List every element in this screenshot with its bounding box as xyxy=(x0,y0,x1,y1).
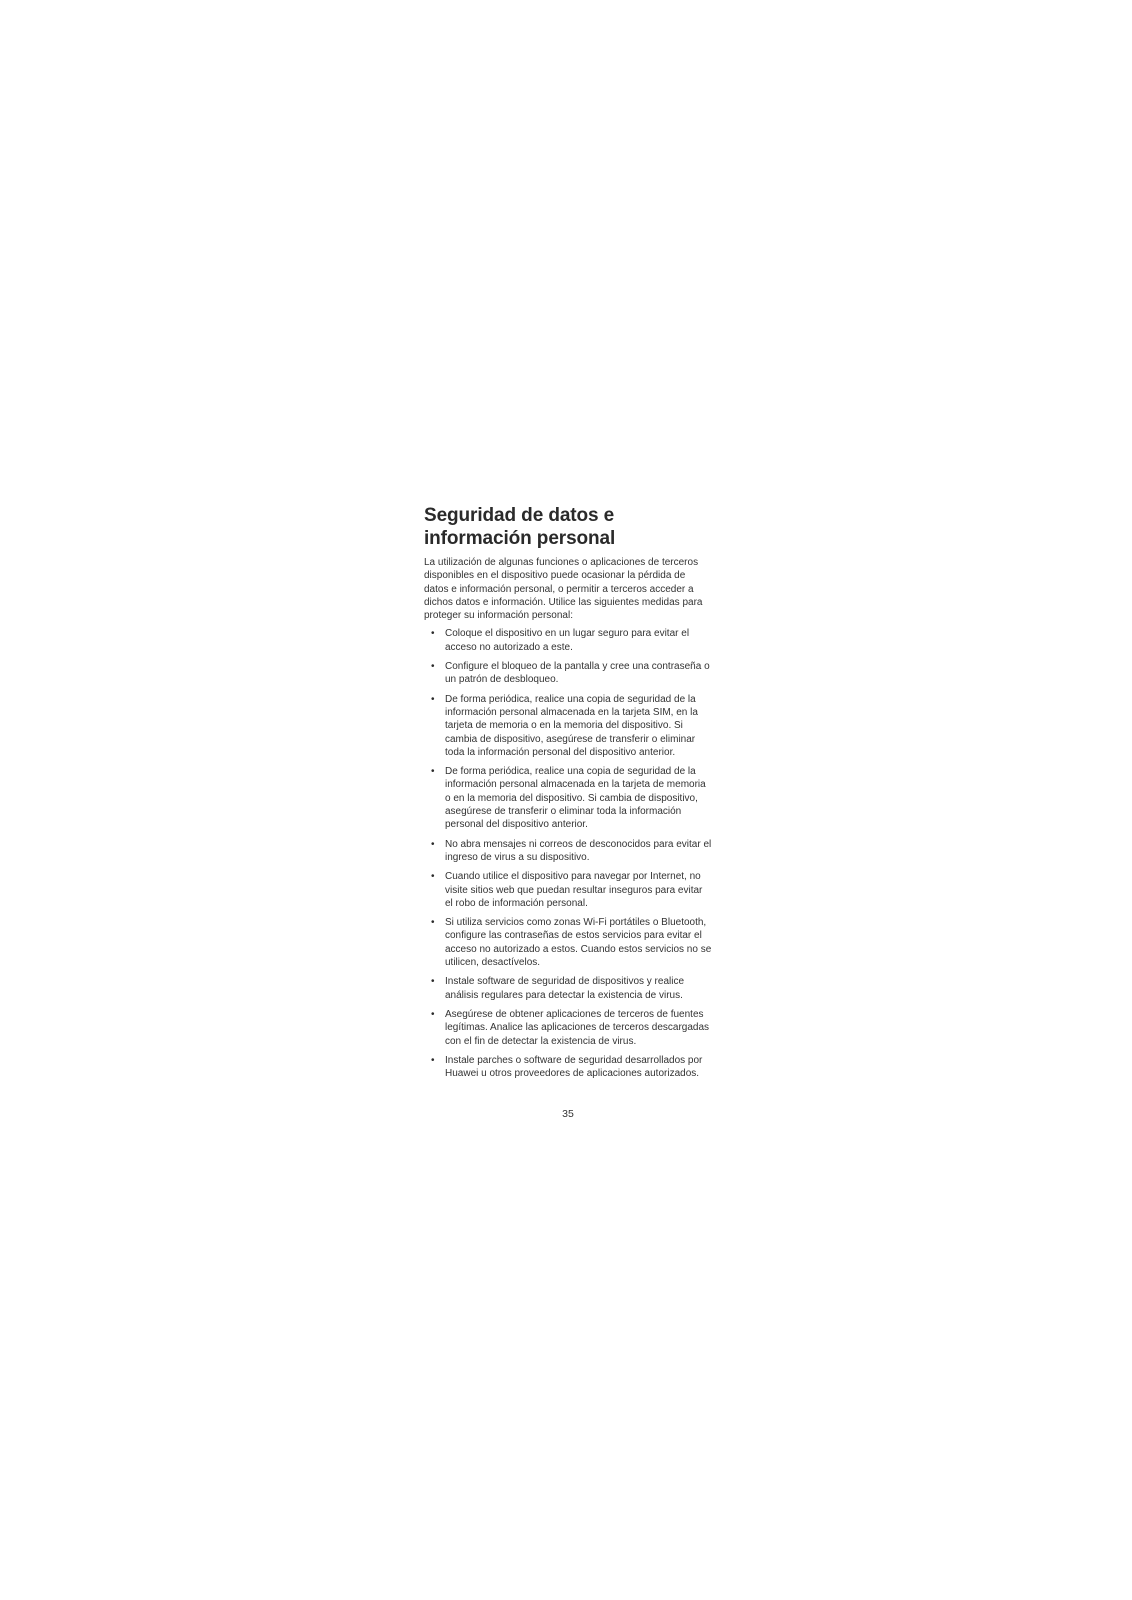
bullet-list xyxy=(424,627,712,1080)
list-item-text: Cuando utilice el dispositivo para navegar por Internet, no visite sitios web que puedan resultar inseguros para evitar el robo de información personal. xyxy=(445,871,703,909)
bullet-icon: • xyxy=(431,766,435,778)
bullet-icon: • xyxy=(431,628,435,640)
list-item-text: De forma periódica, realice una copia de seguridad de la información personal almacenada en la tarjeta de memoria o en la memoria del dispositivo. Si cambia de dispositivo, asegúrese de transferir o eliminar toda la información personal del dispositivo anterior. xyxy=(445,766,706,831)
list-item-text: Instale software de seguridad de dispositivos y realice análisis regulares para detectar la existencia de virus. xyxy=(445,976,685,1001)
list-item xyxy=(424,693,712,759)
list-item xyxy=(424,765,712,831)
list-item xyxy=(424,1008,712,1048)
bullet-icon: • xyxy=(431,917,435,929)
list-item-text: De forma periódica, realice una copia de seguridad de la información personal almacenada en la tarjeta SIM, en la tarjeta de memoria o en la memoria del dispositivo. Si cambia de dispositivo, asegúrese de transferir o eliminar toda la información personal del dispositivo anterior. xyxy=(445,693,698,758)
list-item xyxy=(424,660,712,687)
list-item xyxy=(424,838,712,865)
list-item-text: No abra mensajes ni correos de desconocidos para evitar el ingreso de virus a su dispositivo. xyxy=(445,838,712,863)
page-content xyxy=(424,504,712,1086)
list-item xyxy=(424,870,712,910)
bullet-icon: • xyxy=(431,1054,435,1066)
bullet-icon: • xyxy=(431,976,435,988)
bullet-icon: • xyxy=(431,838,435,850)
list-item-text: Coloque el dispositivo en un lugar seguro para evitar el acceso no autorizado a este. xyxy=(445,628,690,653)
bullet-icon: • xyxy=(431,693,435,705)
list-item xyxy=(424,627,712,654)
page-number: 35 xyxy=(562,1108,574,1120)
intro-paragraph: La utilización de algunas funciones o aplicaciones de terceros disponibles en el dispositivo puede ocasionar la pérdida de datos e información personal, o permitir a terceros acceder a dichos datos e información. Utilice las siguientes medidas para proteger su información personal: xyxy=(424,557,703,622)
bullet-icon: • xyxy=(431,871,435,883)
bullet-icon: • xyxy=(431,661,435,673)
list-item-text: Si utiliza servicios como zonas Wi-Fi portátiles o Bluetooth, configure las contraseñas de estos servicios para evitar el acceso no autorizado a estos. Cuando estos servicios no se utilicen, desactívelos. xyxy=(445,917,712,969)
section-title: Seguridad de datos e información personal xyxy=(424,505,616,549)
list-item xyxy=(424,975,712,1002)
list-item xyxy=(424,916,712,969)
bullet-icon: • xyxy=(431,1008,435,1020)
list-item-text: Asegúrese de obtener aplicaciones de terceros de fuentes legítimas. Analice las aplicaciones de terceros descargadas con el fin de detectar la existencia de virus. xyxy=(445,1008,710,1047)
list-item-text: Instale parches o software de seguridad desarrollados por Huawei u otros proveedores de aplicaciones autorizados. xyxy=(445,1054,703,1080)
list-item xyxy=(424,1054,712,1081)
list-item-text: Configure el bloqueo de la pantalla y cree una contraseña o un patrón de desbloqueo. xyxy=(445,661,710,686)
